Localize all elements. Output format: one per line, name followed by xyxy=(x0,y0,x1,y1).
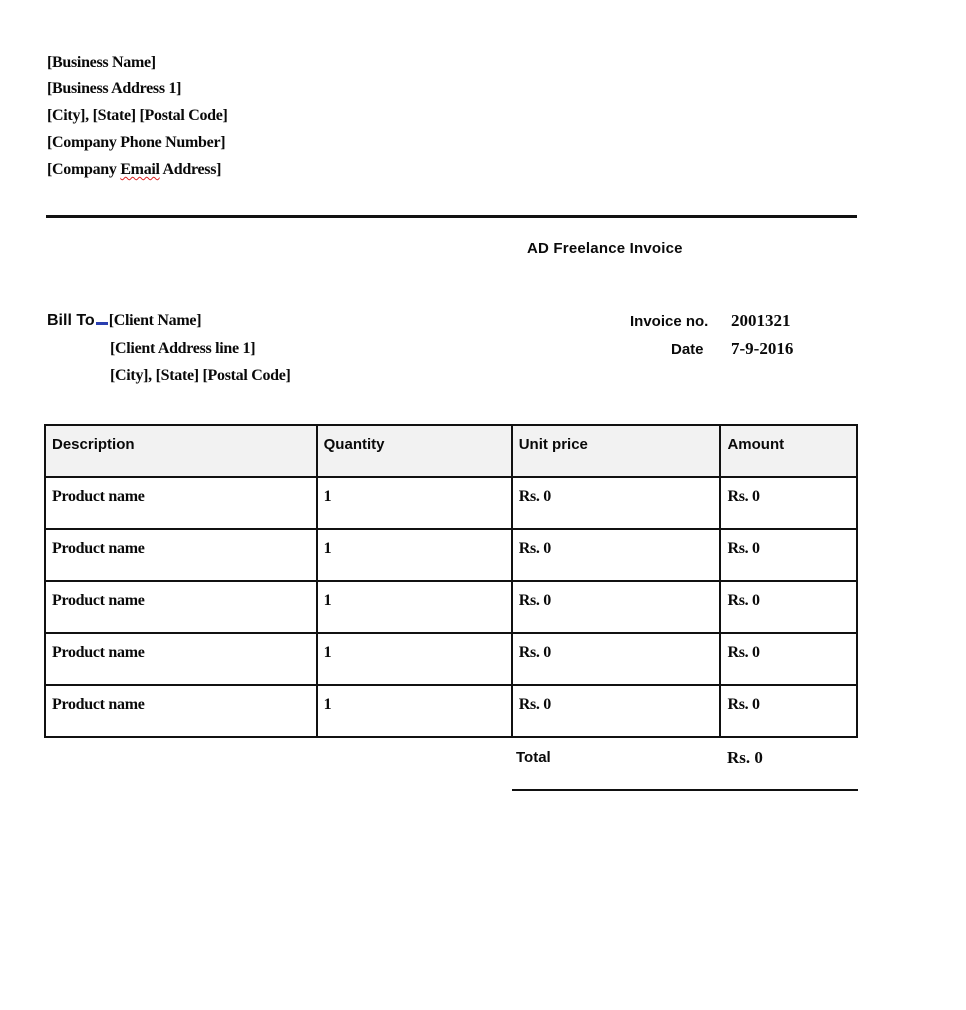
table-row xyxy=(45,477,857,529)
email-suffix: Address] xyxy=(159,161,222,178)
cell-amount: Rs. 0 xyxy=(720,529,857,581)
cell-description: Product name xyxy=(45,477,317,529)
cell-description: Product name xyxy=(45,581,317,633)
email-prefix: [Company xyxy=(47,161,121,178)
cell-amount: Rs. 0 xyxy=(720,581,857,633)
business-address: [Business Address 1] xyxy=(47,80,182,97)
cell-quantity: 1 xyxy=(317,529,512,581)
bill-to-label: Bill To xyxy=(47,312,95,329)
invoice-no-value: 2001321 xyxy=(731,311,791,330)
cell-unit-price: Rs. 0 xyxy=(512,633,721,685)
table-row xyxy=(45,529,857,581)
cell-description: Product name xyxy=(45,529,317,581)
table-row xyxy=(45,633,857,685)
table-header-row xyxy=(45,425,857,477)
header-amount: Amount xyxy=(720,425,857,477)
cell-description: Product name xyxy=(45,685,317,737)
bill-to xyxy=(47,312,201,330)
client-address-line1: [Client Address line 1] xyxy=(110,340,256,357)
cell-quantity: 1 xyxy=(317,581,512,633)
total-divider xyxy=(512,789,858,791)
spellcheck-word: Email xyxy=(120,161,160,178)
date-value: 7-9-2016 xyxy=(731,339,794,358)
cell-unit-price: Rs. 0 xyxy=(512,581,721,633)
cell-quantity: 1 xyxy=(317,633,512,685)
cell-unit-price: Rs. 0 xyxy=(512,477,721,529)
business-city-line: [City], [State] [Postal Code] xyxy=(47,107,228,124)
cell-quantity: 1 xyxy=(317,477,512,529)
invoice-no-label: Invoice no. xyxy=(630,313,709,330)
total-label: Total xyxy=(516,749,551,766)
client-name: [Client Name] xyxy=(108,312,202,329)
client-city-line: [City], [State] [Postal Code] xyxy=(110,367,291,384)
total-value: Rs. 0 xyxy=(727,748,763,767)
header-description: Description xyxy=(45,425,317,477)
business-email xyxy=(47,161,221,179)
text-cursor-marker xyxy=(96,322,108,325)
business-name: [Business Name] xyxy=(47,54,156,71)
table-row xyxy=(45,581,857,633)
cell-quantity: 1 xyxy=(317,685,512,737)
cell-unit-price: Rs. 0 xyxy=(512,529,721,581)
business-phone: [Company Phone Number] xyxy=(47,134,226,151)
date-label: Date xyxy=(671,341,704,358)
cell-amount: Rs. 0 xyxy=(720,685,857,737)
header-unit-price: Unit price xyxy=(512,425,721,477)
header-quantity: Quantity xyxy=(317,425,512,477)
line-items-table xyxy=(44,424,858,738)
cell-description: Product name xyxy=(45,633,317,685)
invoice-title: AD Freelance Invoice xyxy=(527,240,683,257)
cell-amount: Rs. 0 xyxy=(720,477,857,529)
cell-amount: Rs. 0 xyxy=(720,633,857,685)
table-row xyxy=(45,685,857,737)
cell-unit-price: Rs. 0 xyxy=(512,685,721,737)
header-divider xyxy=(46,215,857,218)
